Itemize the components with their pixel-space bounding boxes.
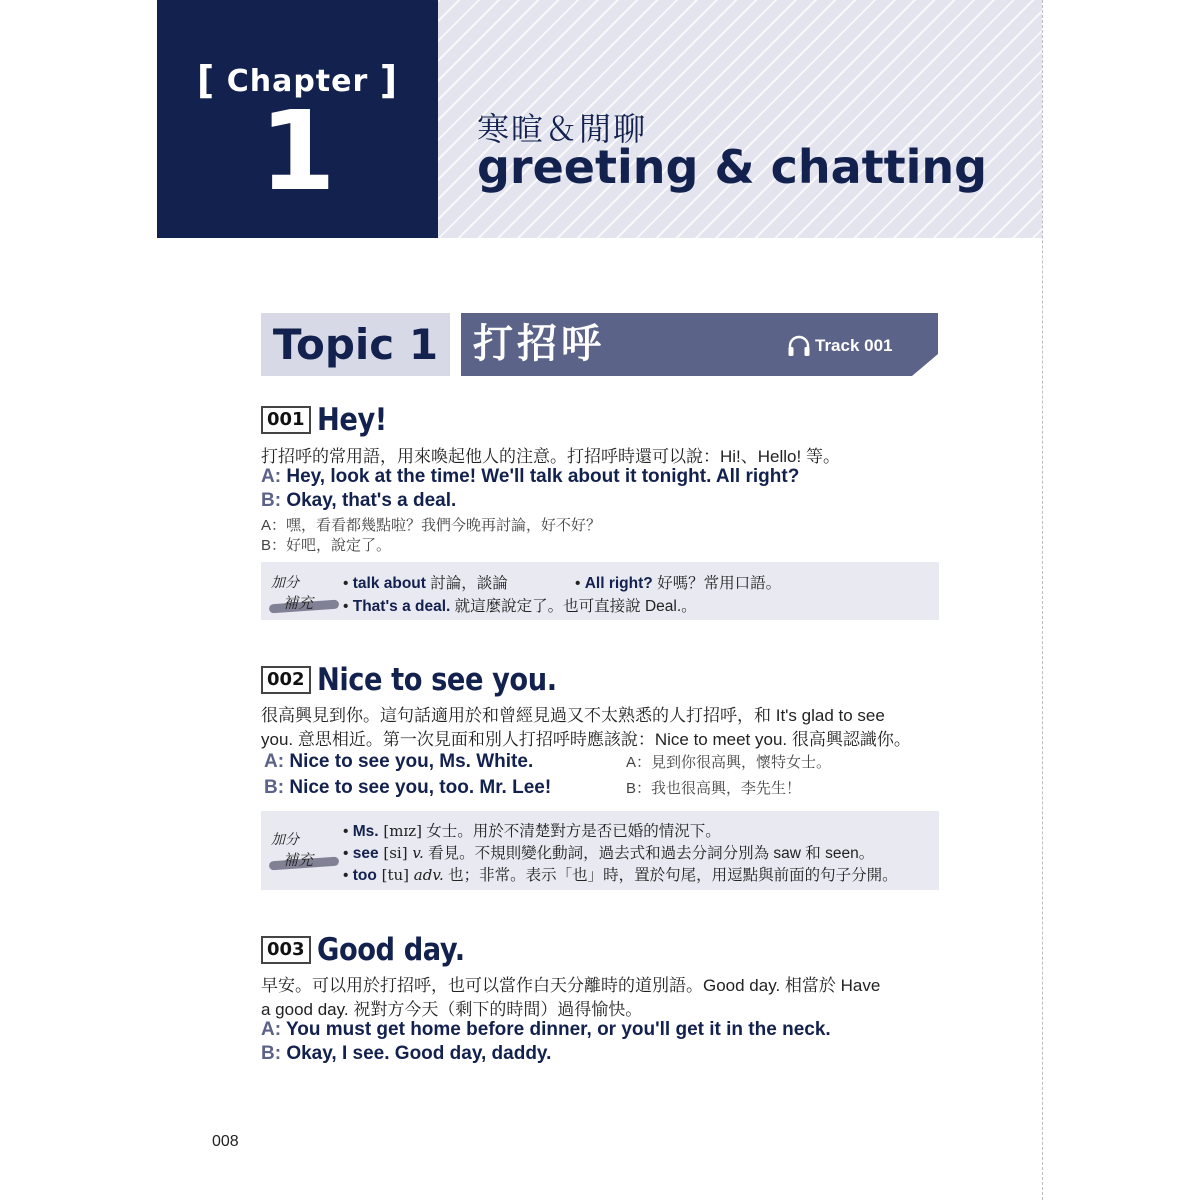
topic-label: Topic 1	[272, 320, 439, 369]
entry-003-description-line-1: 早安。可以用於打招呼，也可以當作白天分離時的道別語。Good day. 相當於 Have	[261, 976, 881, 995]
phonetic: [tu]	[376, 866, 410, 884]
entry-001-translation-b: B：好吧，說定了。	[261, 537, 392, 554]
speaker-label: A:	[261, 466, 282, 487]
entry-title: Hey!	[316, 402, 387, 438]
speaker-label: B:	[264, 777, 285, 798]
entry-001-heading	[261, 404, 396, 436]
supplement-line	[343, 819, 721, 841]
supplement-text: 就這麼說定了。也可直接說 Deal.。	[450, 598, 697, 615]
entry-number: 002	[261, 666, 311, 694]
supplement-term: That's a deal.	[352, 598, 451, 615]
part-of-speech: v.	[407, 844, 424, 862]
chapter-title-en: greeting & chatting	[477, 140, 988, 194]
entry-002-dialog-b	[264, 777, 551, 799]
entry-003-dialog-a	[261, 1019, 831, 1041]
supplement-line	[343, 571, 508, 593]
supplement-line	[343, 841, 874, 863]
supplement-text: 看見。不規則變化動詞，過去式和過去分詞分別為 saw 和 seen。	[423, 845, 875, 862]
phonetic: [si]	[378, 844, 408, 862]
topic-label-box	[261, 313, 450, 376]
page-number: 008	[212, 1133, 239, 1150]
bullet: •	[343, 845, 353, 862]
dialog-text: You must get home before dinner, or you'll get it in the neck.	[281, 1019, 831, 1040]
entry-001-translation-a: A：嘿，看看都幾點啦？我們今晚再討論，好不好？	[261, 517, 602, 534]
bullet: •	[343, 823, 353, 840]
supplement-text: 女士。用於不清楚對方是否已婚的情況下。	[421, 823, 721, 840]
bullet: •	[575, 575, 585, 592]
supplement-term: All right?	[584, 575, 653, 592]
topic-title: 打招呼	[473, 321, 605, 367]
page-edge-line	[1042, 0, 1043, 1200]
speaker-label: A:	[261, 1019, 282, 1040]
entry-002-dialog-a	[264, 751, 533, 773]
entry-003-description-line-2: a good day. 祝對方今天（剩下的時間）過得愉快。	[261, 1000, 643, 1019]
entry-003-dialog-b	[261, 1043, 551, 1065]
entry-002-description-line-1: 很高興見到你。這句話適用於和曾經見過又不太熟悉的人打招呼，和 It's glad to see	[261, 706, 885, 725]
entry-001-description: 打招呼的常用語，用來喚起他人的注意。打招呼時還可以說：Hi!、Hello! 等。	[261, 447, 840, 466]
supplement-tag-top: 加分	[271, 575, 299, 591]
chapter-label-text: Chapter	[226, 64, 369, 99]
supplement-line	[343, 863, 898, 885]
dialog-text: Okay, that's a deal.	[281, 490, 457, 511]
entry-001-supplement-box	[261, 562, 939, 620]
supplement-term: talk about	[352, 575, 426, 592]
entry-002-translation-b: B：我也很高興，李先生！	[626, 780, 802, 797]
speaker-label: B:	[261, 490, 282, 511]
dialog-text: Hey, look at the time! We'll talk about it tonight. All right?	[281, 466, 800, 487]
corner-fold	[912, 354, 938, 376]
track-button[interactable]	[787, 335, 893, 357]
supplement-tag-top: 加分	[271, 832, 299, 848]
entry-001-dialog-b	[261, 490, 456, 512]
track-label: Track 001	[815, 336, 893, 355]
supplement-term: too	[352, 867, 377, 884]
bullet: •	[343, 598, 353, 615]
bullet: •	[343, 575, 353, 592]
dialog-text: Nice to see you, too. Mr. Lee!	[284, 777, 552, 798]
supplement-line	[575, 571, 781, 593]
entry-002-description-line-2: you. 意思相近。第一次見面和別人打招呼時應該說：Nice to meet you. 很高興認識你。	[261, 730, 911, 749]
entry-001-dialog-a	[261, 466, 799, 488]
entry-number: 003	[261, 936, 311, 964]
chapter-number: 1	[259, 87, 336, 215]
chapter-title-zh: 寒暄＆閒聊	[477, 110, 648, 148]
bracket-close: ]	[379, 58, 399, 102]
entry-title: Good day.	[316, 932, 465, 968]
speaker-label: B:	[261, 1043, 282, 1064]
speaker-label: A:	[264, 751, 285, 772]
supplement-text: 好嗎？常用口語。	[652, 575, 782, 592]
supplement-tag	[267, 827, 341, 873]
entry-002-supplement-box	[261, 811, 939, 890]
bullet: •	[343, 867, 353, 884]
supplement-term: see	[352, 845, 379, 862]
dialog-text: Nice to see you, Ms. White.	[284, 751, 534, 772]
entry-003-heading	[261, 934, 484, 966]
headphones-icon	[787, 335, 811, 357]
dialog-text: Okay, I see. Good day, daddy.	[281, 1043, 552, 1064]
entry-002-heading	[261, 664, 589, 696]
supplement-term: Ms.	[352, 823, 379, 840]
entry-title: Nice to see you.	[316, 662, 557, 698]
supplement-line	[343, 594, 697, 616]
bracket-open: [	[196, 58, 216, 102]
supplement-tag-bottom: 補充	[283, 594, 314, 612]
supplement-tag	[267, 570, 341, 616]
entry-002-translation-a: A：見到你很高興，懷特女士。	[626, 754, 832, 771]
entry-number: 001	[261, 406, 311, 434]
phonetic: [mɪz]	[378, 822, 422, 840]
chapter-number-block	[157, 0, 438, 238]
part-of-speech: adv.	[409, 866, 444, 884]
chapter-header	[157, 0, 1042, 238]
supplement-text: 討論，談論	[425, 575, 508, 592]
supplement-text: 也；非常。表示「也」時，置於句尾，用逗點與前面的句子分開。	[443, 867, 898, 884]
supplement-tag-bottom: 補充	[283, 851, 314, 869]
topic-title-bar	[461, 313, 938, 376]
